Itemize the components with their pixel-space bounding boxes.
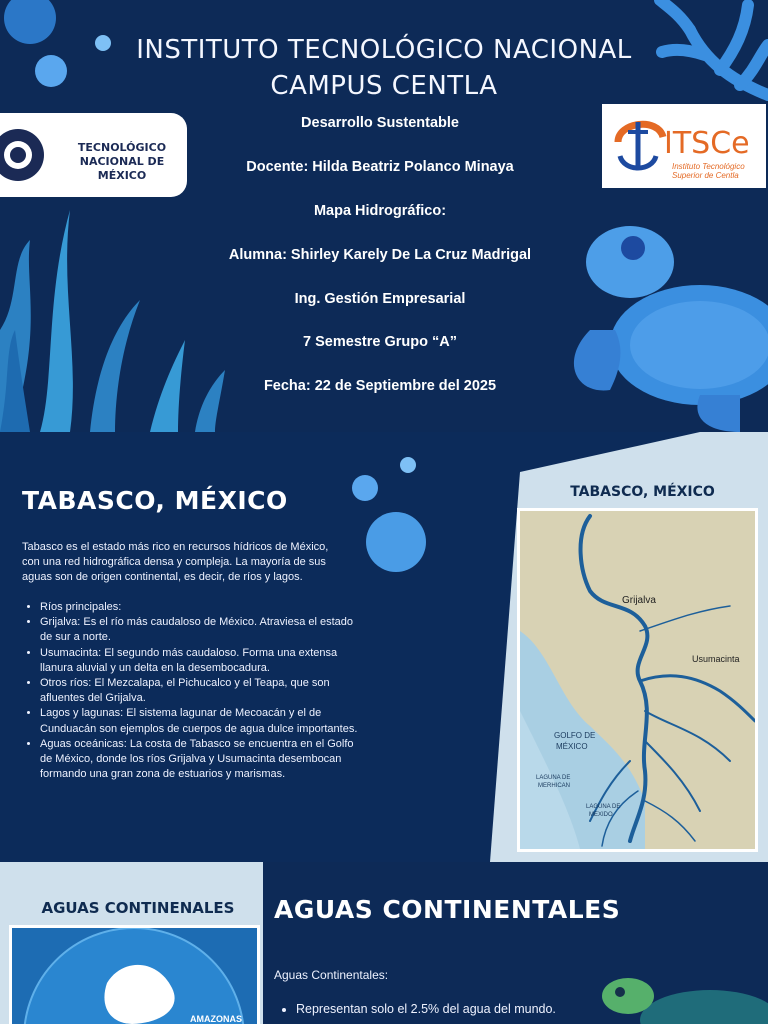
- anchor-emblem-icon: [608, 112, 668, 182]
- list-item: • Otros ríos: El Mezcalapa, el Pichucalco y el Teapa, que son afluentes del Grijalva.: [40, 676, 360, 706]
- continental-heading: AGUAS CONTINENTALES: [274, 895, 621, 924]
- continental-globe-image: [12, 928, 257, 1024]
- continental-intro: Aguas Continentales:: [274, 968, 389, 982]
- tabasco-heading: TABASCO, MÉXICO: [22, 486, 288, 515]
- course-name: Desarrollo Sustentable: [301, 115, 459, 131]
- sea-turtle-decoration: [600, 972, 768, 1024]
- globe-label-amazonas: AMAZONAS: [190, 1014, 242, 1024]
- list-item: • Representan solo el 2.5% del agua del mundo.: [296, 1002, 616, 1017]
- continental-bullet-list: [278, 1002, 616, 1017]
- itsce-logo-sub-1: Instituto Tecnológico: [672, 162, 745, 171]
- map-label-golfo-1: GOLFO DE: [554, 731, 596, 740]
- teacher-name: Docente: Hilda Beatriz Polanco Minaya: [246, 159, 514, 175]
- list-item: • Aguas oceánicas: La costa de Tabasco se encuentra en el Golfo de México, donde los ríos Grijalva y Usumacinta desembocan formando una gran zona de estuarios y marismas.: [40, 737, 360, 783]
- title-line-1: INSTITUTO TECNOLÓGICO NACIONAL: [136, 35, 632, 65]
- map-label-grijalva: Grijalva: [622, 595, 656, 606]
- seaweed-decoration: [0, 210, 225, 432]
- date-label: Fecha: 22 de Septiembre del 2025: [263, 378, 497, 394]
- continental-panel-title: AGUAS CONTINENALES: [41, 899, 235, 917]
- map-title: TABASCO, MÉXICO: [570, 484, 715, 500]
- tabasco-intro: Tabasco es el estado más rico en recursos hídricos de México, con una red hidrográfica densa y compleja. La mayoría de sus aguas son de origen continental, es decir, de ríos y lagos.: [22, 541, 329, 583]
- title-line-2: CAMPUS CENTLA: [270, 71, 498, 101]
- gear-emblem-icon: [0, 123, 54, 187]
- tecnm-logo: [0, 113, 187, 197]
- group-label: 7 Semestre Grupo “A”: [303, 334, 457, 350]
- map-label-golfo-2: MÉXICO: [556, 742, 588, 751]
- career-name: Ing. Gestión Empresarial: [294, 291, 466, 307]
- map-label-laguna-1b: MERHICAN: [538, 783, 571, 789]
- map-label-laguna-1a: LAGUNA DE: [536, 775, 571, 781]
- list-item: • Ríos principales:: [40, 600, 360, 615]
- map-label-laguna-2a: LAGUNA DE: [586, 804, 621, 810]
- itsce-logo-sub-2: Superior de Centla: [672, 171, 739, 180]
- bubble-decoration: [352, 475, 378, 501]
- turtle-decoration: [574, 226, 768, 432]
- tecnm-logo-text: [57, 141, 187, 183]
- list-item: • Lagos y lagunas: El sistema lagunar de Mecoacán y el de Cunduacán son ejemplos de cuerpos de agua dulce importantes.: [40, 706, 360, 736]
- map-illustration: [520, 511, 755, 849]
- map-label-usumacinta: Usumacinta: [692, 654, 740, 664]
- tabasco-hydrographic-map: [520, 511, 755, 849]
- globe-illustration: [12, 928, 257, 1024]
- tabasco-bullet-list: [22, 600, 360, 782]
- tecnm-logo-line-2: NACIONAL DE MÉXICO: [79, 155, 165, 182]
- topic-label: Mapa Hidrográfico:: [313, 203, 447, 219]
- itsce-logo: [602, 104, 766, 188]
- tecnm-logo-line-1: TECNOLÓGICO: [77, 141, 167, 154]
- list-item: • Usumacinta: El segundo más caudaloso. Forma una extensa llanura aluvial y un delta en la desembocadura.: [40, 646, 360, 676]
- student-name: Alumna: Shirley Karely De La Cruz Madrigal: [228, 247, 532, 263]
- itsce-logo-subtitle: [672, 162, 745, 180]
- itsce-logo-title: ITSCe: [664, 126, 750, 161]
- map-label-laguna-2b: MEXIDO: [589, 812, 613, 818]
- institute-title: [0, 32, 768, 104]
- list-item: • Grijalva: Es el río más caudaloso de México. Atraviesa el estado de sur a norte.: [40, 615, 360, 645]
